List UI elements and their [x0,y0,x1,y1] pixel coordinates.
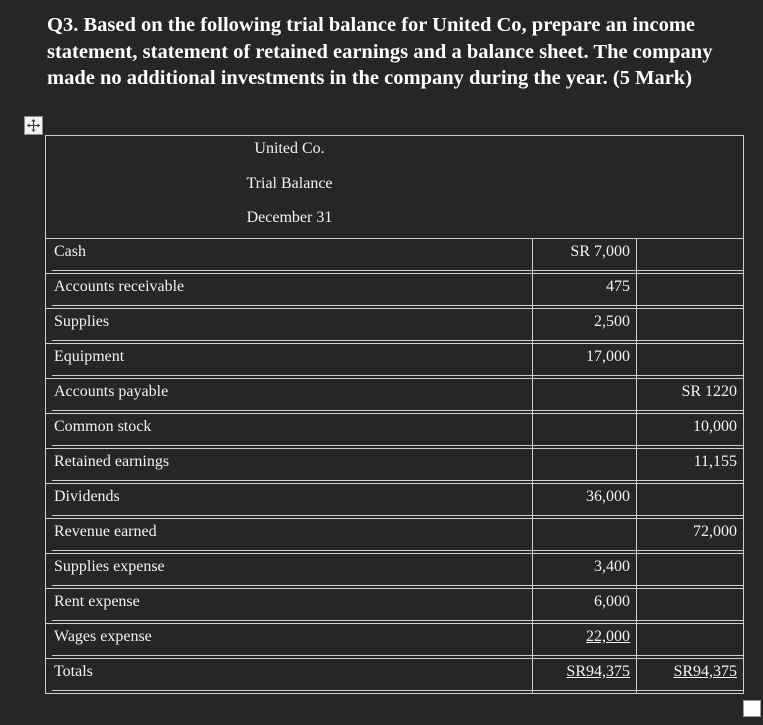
debit-cell[interactable] [533,484,637,519]
trial-balance-body [46,239,744,694]
debit-cell[interactable] [533,414,637,449]
account-name-cell[interactable]: Supplies expense [46,554,533,589]
debit-cell[interactable] [533,659,637,694]
table-row [46,589,744,624]
table-row [46,414,744,449]
credit-amount: 72,000 [693,523,738,540]
account-name-cell[interactable]: Common stock [46,414,533,449]
debit-cell[interactable] [533,309,637,344]
account-name-cell[interactable]: Dividends [46,484,533,519]
table-header-row [46,136,744,239]
account-name-cell[interactable]: Totals [46,659,533,694]
credit-cell[interactable] [637,659,744,694]
account-name-cell[interactable]: Retained earnings [46,449,533,484]
debit-amount: SR 7,000 [570,243,630,260]
account-name-cell[interactable]: Equipment [46,344,533,379]
table-row [46,379,744,414]
table-row [46,484,744,519]
table-row [46,449,744,484]
question-text: Q3. Based on the following trial balance for United Co, prepare an income statement, statement of retained earnings and a balance sheet. The company made no additional investments in the company during the year. (5 Mark) [47,14,713,89]
company-name: United Co. [254,140,325,157]
debit-cell[interactable] [533,274,637,309]
table-move-handle[interactable] [24,116,43,135]
trial-balance-table [45,135,744,694]
debit-cell[interactable] [533,239,637,274]
credit-cell[interactable] [637,624,744,659]
account-name-cell[interactable]: Wages expense [46,624,533,659]
account-name-cell[interactable]: Revenue earned [46,519,533,554]
credit-amount: SR 1220 [681,383,738,400]
account-name-cell[interactable]: Accounts receivable [46,274,533,309]
statement-date: December 31 [246,209,333,226]
debit-amount: 22,000 [586,628,630,645]
debit-cell[interactable] [533,519,637,554]
credit-cell[interactable] [637,449,744,484]
table-row [46,344,744,379]
table-row [46,624,744,659]
credit-cell[interactable] [637,414,744,449]
account-name-cell[interactable]: Supplies [46,309,533,344]
credit-cell[interactable] [637,484,744,519]
credit-cell[interactable] [637,379,744,414]
credit-cell[interactable] [637,344,744,379]
debit-amount: 3,400 [594,558,630,575]
debit-cell[interactable] [533,554,637,589]
table-row [46,274,744,309]
debit-amount: 2,500 [594,313,630,330]
debit-amount: 6,000 [594,593,630,610]
debit-amount: SR94,375 [566,663,630,680]
table-row [46,554,744,589]
table-row [46,519,744,554]
debit-amount: 475 [606,278,630,295]
debit-cell[interactable] [533,624,637,659]
table-row [46,309,744,344]
account-name-cell[interactable]: Rent expense [46,589,533,624]
totals-row [46,659,744,694]
account-name-cell[interactable]: Accounts payable [46,379,533,414]
debit-cell[interactable] [533,449,637,484]
table-row [46,239,744,274]
debit-amount: 36,000 [586,488,630,505]
table-header-cell[interactable] [46,136,744,239]
move-icon [27,119,40,132]
statement-title: Trial Balance [246,174,333,192]
credit-cell[interactable] [637,239,744,274]
credit-cell[interactable] [637,274,744,309]
corner-box[interactable] [743,700,761,717]
credit-cell[interactable] [637,589,744,624]
credit-amount: 11,155 [693,453,738,470]
debit-cell[interactable] [533,589,637,624]
debit-cell[interactable] [533,379,637,414]
debit-cell[interactable] [533,344,637,379]
credit-cell[interactable] [637,309,744,344]
credit-amount: 10,000 [693,418,738,435]
debit-amount: 17,000 [586,348,630,365]
account-name-cell[interactable]: Cash [46,239,533,274]
credit-cell[interactable] [637,554,744,589]
credit-amount: SR94,375 [673,663,738,680]
credit-cell[interactable] [637,519,744,554]
